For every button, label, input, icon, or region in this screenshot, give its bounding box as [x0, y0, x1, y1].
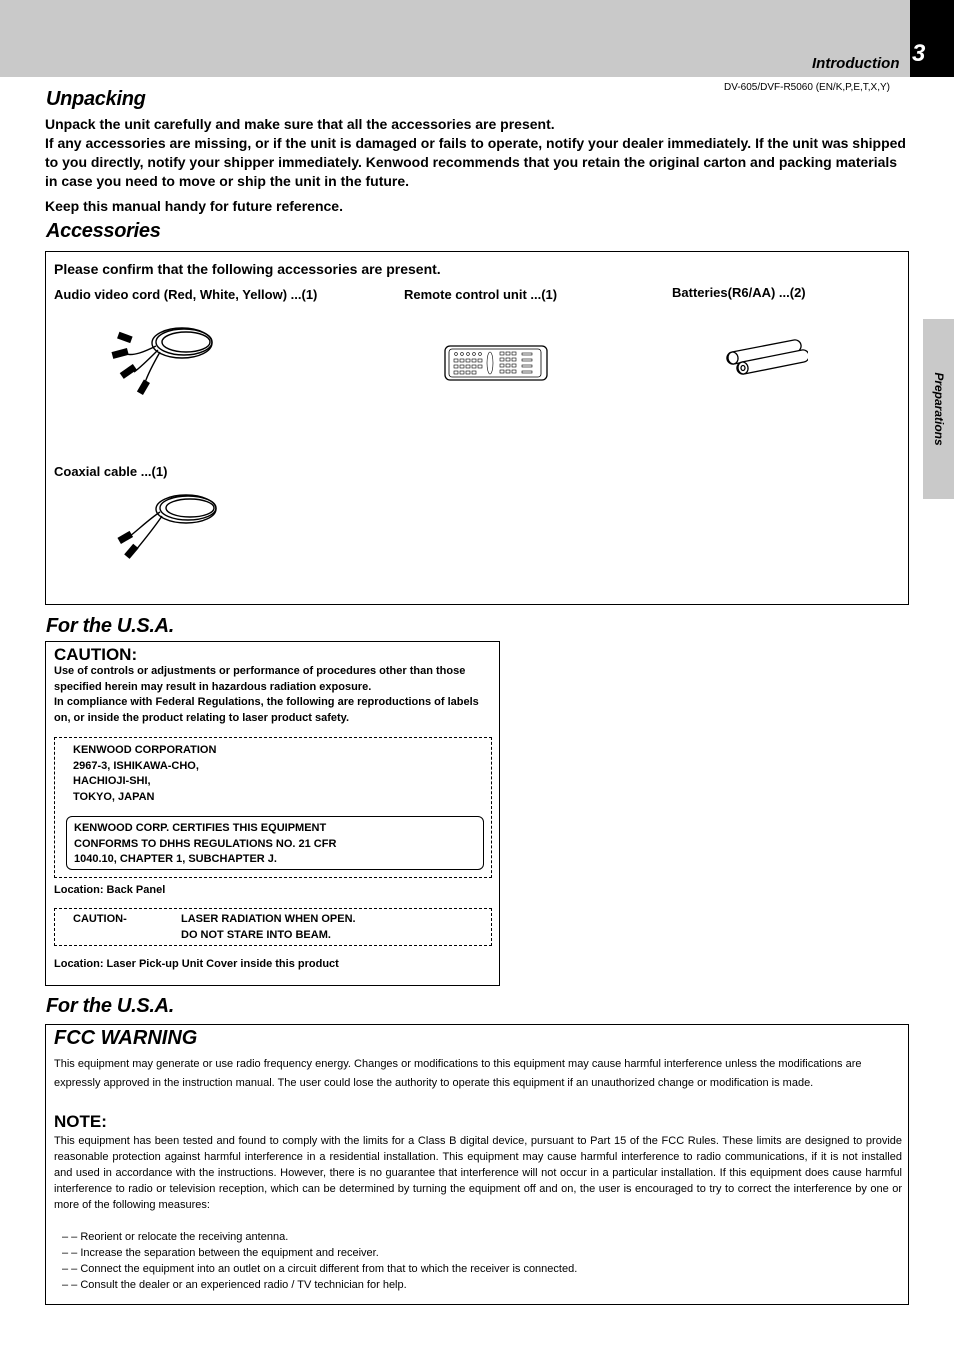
manufacturer-line-3: HACHIOJI-SHI,	[73, 775, 151, 787]
note-text: This equipment has been tested and found to comply with the limits for a Class B digital device, pursuant to Part 15 of the FCC Rules. These limits are designed to provide reasonable protection against harmful interference in a residential installation. This equipment may cause harmful interference to radio communications, if it is not installed and used in accordance with the instructions. However, there is no guarantee that interference will not occur in a particular installation. If this equipment does cause harmful interference to radio or television reception, which can be determined by turning the equipment off and on, the user is encouraged to try to correct the interference by one or more of the following measures:	[54, 1135, 902, 1211]
accessories-box	[45, 251, 909, 605]
page-number-block	[910, 0, 954, 77]
accessories-confirm: Please confirm that the following accessories are present.	[54, 261, 441, 277]
header-bar	[0, 0, 910, 77]
side-tab	[923, 319, 954, 499]
note-heading: NOTE:	[54, 1112, 107, 1131]
accessory-av-cord-label: Audio video cord (Red, White, Yellow) ...(1)	[54, 287, 318, 302]
fcc-box	[45, 1024, 909, 1305]
coaxial-cable-illustration	[110, 490, 220, 562]
location-back-panel: Location: Back Panel	[54, 884, 166, 896]
measure-1: – – Reorient or relocate the receiving antenna.	[62, 1231, 289, 1243]
certification-line-3: 1040.10, CHAPTER 1, SUBCHAPTER J.	[74, 853, 277, 865]
laser-warning-line-1: LASER RADIATION WHEN OPEN.	[181, 913, 356, 925]
model-number: DV-605/DVF-R5060 (EN/K,P,E,T,X,Y)	[724, 82, 890, 93]
caution-text-1: Use of controls or adjustments or performance of procedures other than those specified herein may result in hazardous radiation exposure.	[54, 665, 466, 693]
manufacturer-label-frame	[54, 737, 492, 878]
laser-warning-line-2: DO NOT STARE INTO BEAM.	[181, 929, 331, 941]
keep-manual-note: Keep this manual handy for future reference.	[45, 198, 343, 214]
manufacturer-line-2: 2967-3, ISHIKAWA-CHO,	[73, 759, 199, 772]
measure-4: – – Consult the dealer or an experienced radio / TV technician for help.	[62, 1279, 407, 1291]
location-laser-pickup: Location: Laser Pick-up Unit Cover inside this product	[54, 958, 339, 970]
manufacturer-line-1: KENWOOD CORPORATION	[73, 744, 217, 756]
unpacking-line1: Unpack the unit carefully and make sure that all the accessories are present.	[45, 116, 555, 132]
unpacking-title: Unpacking	[46, 88, 146, 110]
usa-title-2: For the U.S.A.	[46, 995, 175, 1017]
accessory-batteries-label: Batteries(R6/AA) ...(2)	[672, 285, 806, 300]
accessory-remote-label: Remote control unit ...(1)	[404, 287, 558, 302]
caution-text-2: In compliance with Federal Regulations, the following are reproductions of labels on, or inside the product relating to laser product safety.	[54, 696, 479, 724]
remote-illustration	[444, 345, 548, 381]
measure-2: – – Increase the separation between the equipment and receiver.	[62, 1247, 379, 1259]
accessory-coaxial-label: Coaxial cable ...(1)	[54, 464, 168, 479]
accessories-title: Accessories	[46, 220, 161, 242]
caution-heading: CAUTION:	[54, 645, 138, 664]
unpacking-line2: If any accessories are missing, or if the unit is damaged or fails to operate, notify your dealer immediately. If the unit was shipped to you directly, notify your shipper immediately. Kenwood recommends that you retain the original carton and packing materials in case you need to move or ship the unit in the future.	[45, 135, 906, 189]
page-number: 3	[912, 40, 926, 67]
batteries-illustration	[726, 338, 808, 378]
usa-title-1: For the U.S.A.	[46, 615, 175, 637]
fcc-heading: FCC WARNING	[54, 1027, 198, 1049]
certification-label	[66, 816, 484, 870]
av-cord-illustration	[104, 320, 219, 400]
certification-line-2: CONFORMS TO DHHS REGULATIONS NO. 21 CFR	[74, 837, 337, 850]
measure-3: – – Connect the equipment into an outlet on a circuit different from that to which the receiver is connected.	[62, 1263, 578, 1275]
manufacturer-line-4: TOKYO, JAPAN	[73, 790, 155, 803]
section-label: Introduction	[812, 55, 900, 72]
laser-warning-label	[54, 908, 492, 946]
laser-caution-label: CAUTION-	[73, 913, 127, 925]
side-tab-label: Preparations	[931, 372, 946, 446]
certification-line-1: KENWOOD CORP. CERTIFIES THIS EQUIPMENT	[74, 822, 327, 834]
laser-caution-box	[45, 641, 500, 986]
fcc-text: This equipment may generate or use radio frequency energy. Changes or modifications to this equipment may cause harmful interference unless the modifications are expressly approved in the instruction manual. The user could lose the authority to operate this equipment if an unauthorized change or modification is made.	[54, 1058, 862, 1089]
